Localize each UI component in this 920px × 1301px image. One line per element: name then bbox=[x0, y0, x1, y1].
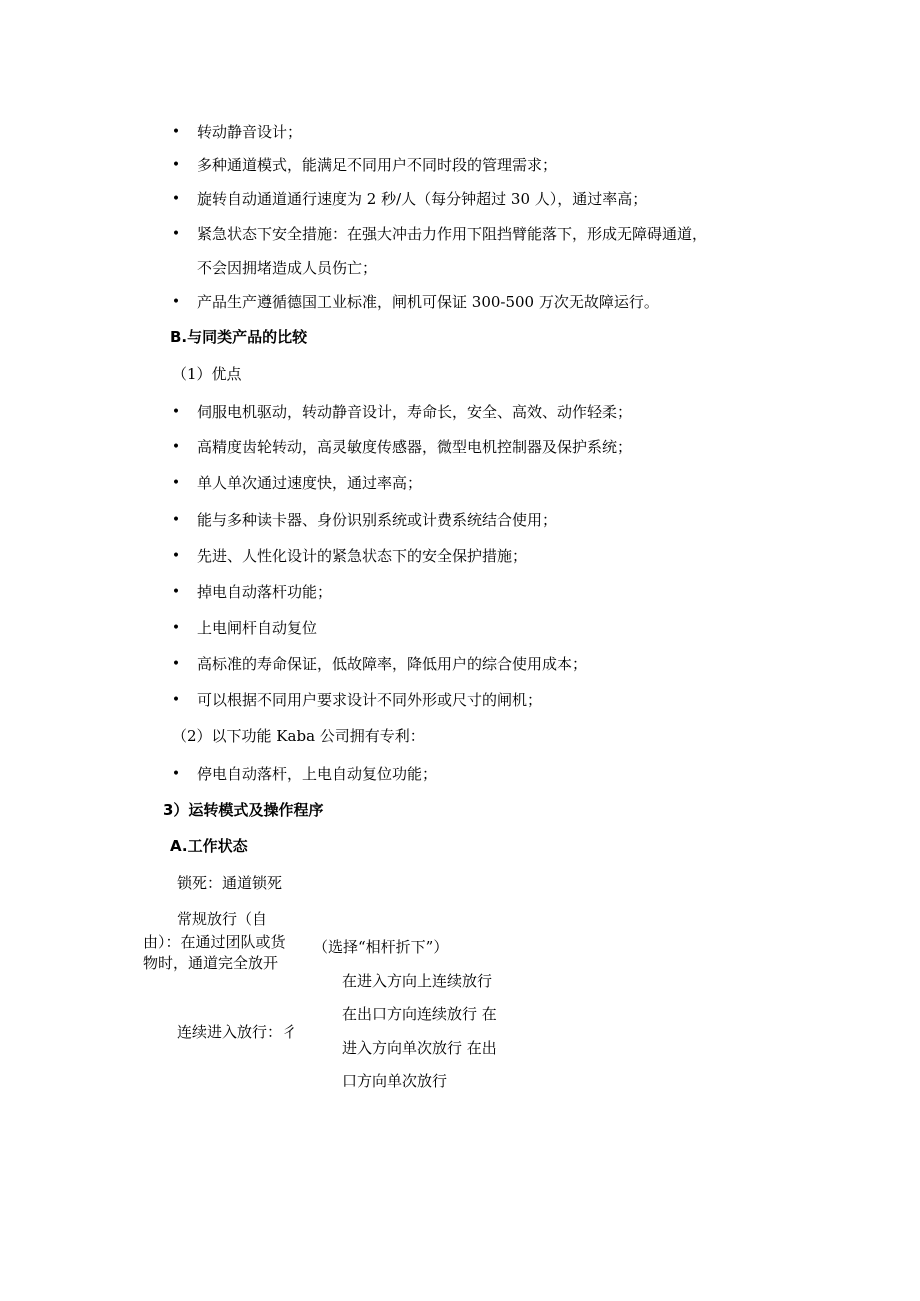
bullet-marker: • bbox=[171, 404, 181, 420]
list-item: 掉电自动落杆功能； bbox=[197, 583, 333, 601]
bullet-marker: • bbox=[171, 620, 181, 636]
list-item-continuation: 不会因拥堵造成人员伤亡； bbox=[197, 259, 378, 277]
mode-free-note: （选择“相杆折下”） bbox=[313, 938, 449, 956]
bullet-marker: • bbox=[171, 584, 181, 600]
mode-continuous-option: 在出口方向连续放行 在 bbox=[342, 1005, 497, 1023]
mode-continuous-option: 在进入方向上连续放行 bbox=[342, 972, 493, 990]
mode-free-line1: 常规放行（自 bbox=[177, 910, 268, 928]
list-item: 可以根据不同用户要求设计不同外形或尺寸的闸机； bbox=[197, 691, 543, 709]
bullet-marker: • bbox=[171, 124, 181, 140]
mode-free-line3: 物时，通道完全放开 bbox=[143, 954, 279, 972]
subsection-heading: （1）优点 bbox=[172, 365, 242, 383]
section-heading: A.工作状态 bbox=[170, 837, 248, 855]
list-item: 高标准的寿命保证，低故障率，降低用户的综合使用成本； bbox=[197, 655, 588, 673]
section-heading: 3）运转模式及操作程序 bbox=[163, 801, 324, 819]
mode-free-line2: 由）：在通过团队或货 bbox=[143, 933, 286, 951]
list-item: 单人单次通过速度快，通过率高； bbox=[197, 474, 423, 492]
bullet-marker: • bbox=[171, 766, 181, 782]
list-item: 紧急状态下安全措施：在强大冲击力作用下阻挡臂能落下，形成无障碍通道， bbox=[197, 225, 708, 243]
bullet-marker: • bbox=[171, 157, 181, 173]
list-item: 转动静音设计； bbox=[197, 123, 303, 141]
bullet-marker: • bbox=[171, 439, 181, 455]
mode-continuous-label: 连续进入放行：彳 bbox=[177, 1023, 298, 1041]
list-item: 先进、人性化设计的紧急状态下的安全保护措施； bbox=[197, 547, 528, 565]
bullet-marker: • bbox=[171, 191, 181, 207]
list-item: 高精度齿轮转动，高灵敏度传感器，微型电机控制器及保护系统； bbox=[197, 438, 633, 456]
list-item: 上电闸杆自动复位 bbox=[197, 619, 318, 637]
list-item: 旋转自动通道通行速度为 2 秒/人（每分钟超过 30 人），通过率高； bbox=[197, 190, 648, 208]
subsection-heading: （2）以下功能 Kaba 公司拥有专利： bbox=[172, 727, 425, 745]
bullet-marker: • bbox=[171, 475, 181, 491]
mode-continuous-option: 进入方向单次放行 在出 bbox=[342, 1039, 497, 1057]
list-item: 伺服电机驱动，转动静音设计，寿命长，安全、高效、动作轻柔； bbox=[197, 403, 633, 421]
list-item: 停电自动落杆，上电自动复位功能； bbox=[197, 765, 438, 783]
list-item: 多种通道模式，能满足不同用户不同时段的管理需求； bbox=[197, 156, 558, 174]
mode-lock: 锁死：通道锁死 bbox=[177, 874, 283, 892]
list-item: 产品生产遵循德国工业标准，闸机可保证 300-500 万次无故障运行。 bbox=[197, 293, 659, 311]
section-heading: B.与同类产品的比较 bbox=[170, 328, 308, 346]
bullet-marker: • bbox=[171, 692, 181, 708]
bullet-marker: • bbox=[171, 294, 181, 310]
list-item: 能与多种读卡器、身份识别系统或计费系统结合使用； bbox=[197, 511, 558, 529]
bullet-marker: • bbox=[171, 512, 181, 528]
bullet-marker: • bbox=[171, 226, 181, 242]
mode-continuous-option: 口方向单次放行 bbox=[342, 1072, 448, 1090]
bullet-marker: • bbox=[171, 548, 181, 564]
bullet-marker: • bbox=[171, 656, 181, 672]
